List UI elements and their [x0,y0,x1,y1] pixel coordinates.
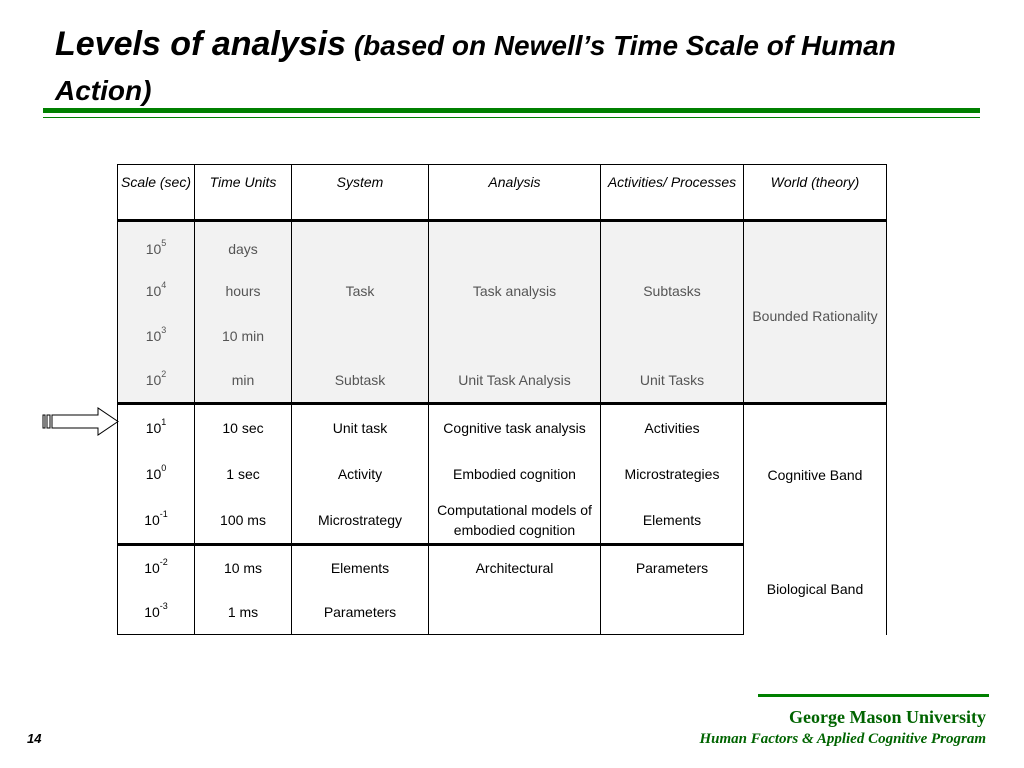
time-cell: min [195,358,292,404]
header-system: System [292,165,429,221]
footer-program: Human Factors & Applied Cognitive Program [699,731,986,747]
system-cell: Microstrategy [292,497,429,545]
activities-cell: Microstrategies [601,451,744,497]
levels-table [117,164,887,635]
analysis-cell: Computational models of embodied cognition [429,497,601,545]
system-cell [292,221,429,269]
title-rule-thick [43,108,980,113]
footer-rule [758,694,989,697]
scale-cell: $10^2$ [118,358,195,404]
analysis-cell: Unit Task Analysis [429,358,601,404]
activities-cell: Elements [601,497,744,545]
system-cell: Parameters [292,590,429,635]
activities-cell [601,313,744,358]
system-cell: Unit task [292,404,429,452]
activities-cell: Parameters [601,545,744,591]
header-analysis: Analysis [429,165,601,221]
activities-cell: Activities [601,404,744,452]
scale-cell: $10^4$ [118,268,195,313]
system-cell: Activity [292,451,429,497]
header-activities: Activities/ Processes [601,165,744,221]
system-cell: Subtask [292,358,429,404]
header-scale: Scale (sec) [118,165,195,221]
time-cell: 100 ms [195,497,292,545]
time-cell: days [195,221,292,269]
activities-cell [601,590,744,635]
analysis-cell [429,590,601,635]
time-cell: 10 ms [195,545,292,591]
time-cell: 10 min [195,313,292,358]
analysis-cell: Task analysis [429,268,601,313]
world-band-rational: Bounded Rationality [744,221,887,404]
time-cell: 1 sec [195,451,292,497]
world-band-biological: Biological Band [744,545,887,635]
activities-cell [601,221,744,269]
table-row [118,221,887,269]
scale-cell: $10^1$ [118,404,195,452]
title-subtitle: (based on Newell’s Time Scale of Human Action) [55,30,896,106]
analysis-cell [429,313,601,358]
table-header-row [118,165,887,221]
scale-cell: $10^{-2}$ [118,545,195,591]
world-band-cognitive: Cognitive Band [744,404,887,545]
scale-cell: $10^{-1}$ [118,497,195,545]
current-level-arrow-icon [40,407,120,437]
activities-cell: Subtasks [601,268,744,313]
time-cell: 10 sec [195,404,292,452]
title-rule-thin [43,117,980,118]
scale-cell: $10^0$ [118,451,195,497]
page-number: 14 [27,731,42,746]
activities-cell: Unit Tasks [601,358,744,404]
table-row [118,404,887,452]
time-cell: hours [195,268,292,313]
analysis-cell: Architectural [429,545,601,591]
slide-title [55,24,995,116]
title-main: Levels of analysis [55,25,347,63]
header-world: World (theory) [744,165,887,221]
header-time-units: Time Units [195,165,292,221]
time-cell: 1 ms [195,590,292,635]
analysis-cell: Cognitive task analysis [429,404,601,452]
scale-cell: $10^3$ [118,313,195,358]
footer-university: George Mason University [789,707,986,727]
scale-cell: $10^5$ [118,221,195,269]
analysis-cell: Embodied cognition [429,451,601,497]
scale-cell: $10^{-3}$ [118,590,195,635]
system-cell [292,313,429,358]
system-cell: Elements [292,545,429,591]
table-row [118,545,887,591]
analysis-cell [429,221,601,269]
system-cell: Task [292,268,429,313]
